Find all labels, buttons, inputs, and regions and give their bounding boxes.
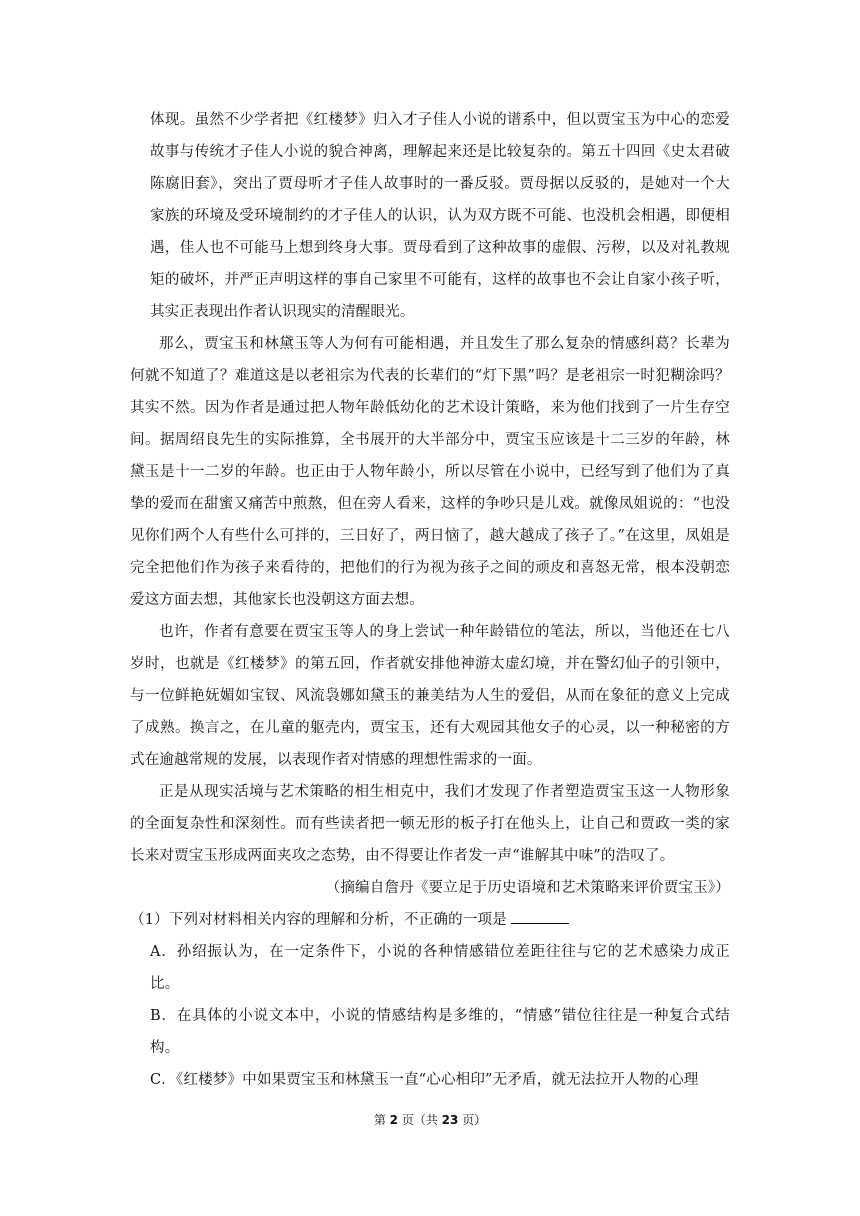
question-1 bbox=[130, 904, 730, 936]
option-c: C．《红楼梦》中如果贾宝玉和林黛玉一直“心心相印”无矛盾，就无法拉开人物的心理 bbox=[150, 1072, 699, 1088]
answer-blank[interactable] bbox=[511, 909, 569, 924]
footer-suffix: 页） bbox=[458, 1113, 487, 1127]
article-body bbox=[130, 104, 730, 1096]
paragraph-4: 正是从现实活境与艺术策略的相生相克中，我们才发现了作者塑造贾宝玉这一人物形象的全面复杂性和深刻性。而有些读者把一顿无形的板子打在他头上，让自己和贾政一类的家长来对贾宝玉形成两面夹攻之态势，由不得要让作者发一声“谁解其中味”的浩叹了。 bbox=[130, 784, 730, 864]
source-citation: （摘编自詹丹《要立足于历史语境和艺术策略来评价贾宝玉》） bbox=[325, 880, 730, 896]
paragraph-2: 那么，贾宝玉和林黛玉等人为何有可能相遇，并且发生了那么复杂的情感纠葛？长辈为何就不知道了？难道这是以老祖宗为代表的长辈们的“灯下黑”吗？是老祖宗一时犯糊涂吗？其实不然。因为作者是通过把人物年龄低幼化的艺术设计策略，来为他们找到了一片生存空间。据周绍良先生的实际推算，全书展开的大半部分中，贾宝玉应该是十二三岁的年龄，林黛玉是十一二岁的年龄。也正由于人物年龄小，所以尽管在小说中，已经写到了他们为了真挚的爱而在甜蜜又痛苦中煎熬，但在旁人看来，这样的争吵只是儿戏。就像凤姐说的：“也没见你们两个人有些什么可拌的，三日好了，两日恼了，越大越成了孩子了。”在这里，凤姐是完全把他们作为孩子来看待的，把他们的行为视为孩子之间的顽皮和喜怒无常，根本没朝恋爱这方面去想，其他家长也没朝这方面去想。 bbox=[130, 336, 730, 608]
footer-total-pages: 23 bbox=[441, 1113, 459, 1127]
paragraph-1: 体现。虽然不少学者把《红楼梦》归入才子佳人小说的谱系中，但以贾宝玉为中心的恋爱故事与传统才子佳人小说的貌合神离，理解起来还是比较复杂的。第五十四回《史太君破陈腐旧套》，突出了贾母听才子佳人故事时的一番反驳。贾母据以反驳的，是她对一个大家族的环境及受环境制约的才子佳人的认识，认为双方既不可能、也没机会相遇，即便相遇，佳人也不可能马上想到终身大事。贾母看到了这种故事的虚假、污秽，以及对礼教规矩的破坏，并严正声明这样的事自己家里不可能有，这样的故事也不会让自家小孩子听，其实正表现出作者认识现实的清醒眼光。 bbox=[150, 112, 730, 320]
question-stem: （1）下列对材料相关内容的理解和分析，不正确的一项是 bbox=[130, 912, 507, 928]
footer-prefix: 第 bbox=[373, 1113, 390, 1127]
paragraph-3: 也许，作者有意要在贾宝玉等人的身上尝试一种年龄错位的笔法，所以，当他还在七八岁时，也就是《红楼梦》的第五回，作者就安排他神游太虚幻境，并在警幻仙子的引领中，与一位鲜艳妩媚如宝钗、风流袅娜如黛玉的兼美结为人生的爱侣，从而在象征的意义上完成了成熟。换言之，在儿童的躯壳内，贾宝玉，还有大观园其他女子的心灵，以一种秘密的方式在逾越常规的发展，以表现作者对情感的理想性需求的一面。 bbox=[130, 624, 730, 768]
option-b: B．在具体的小说文本中，小说的情感结构是多维的，“情感”错位往往是一种复合式结构。 bbox=[150, 1008, 730, 1056]
page-footer bbox=[0, 1112, 860, 1128]
option-a: A．孙绍振认为，在一定条件下，小说的各种情感错位差距往往与它的艺术感染力成正比。 bbox=[150, 944, 730, 992]
footer-page-number: 2 bbox=[389, 1113, 398, 1127]
footer-middle: 页（共 bbox=[398, 1113, 442, 1127]
